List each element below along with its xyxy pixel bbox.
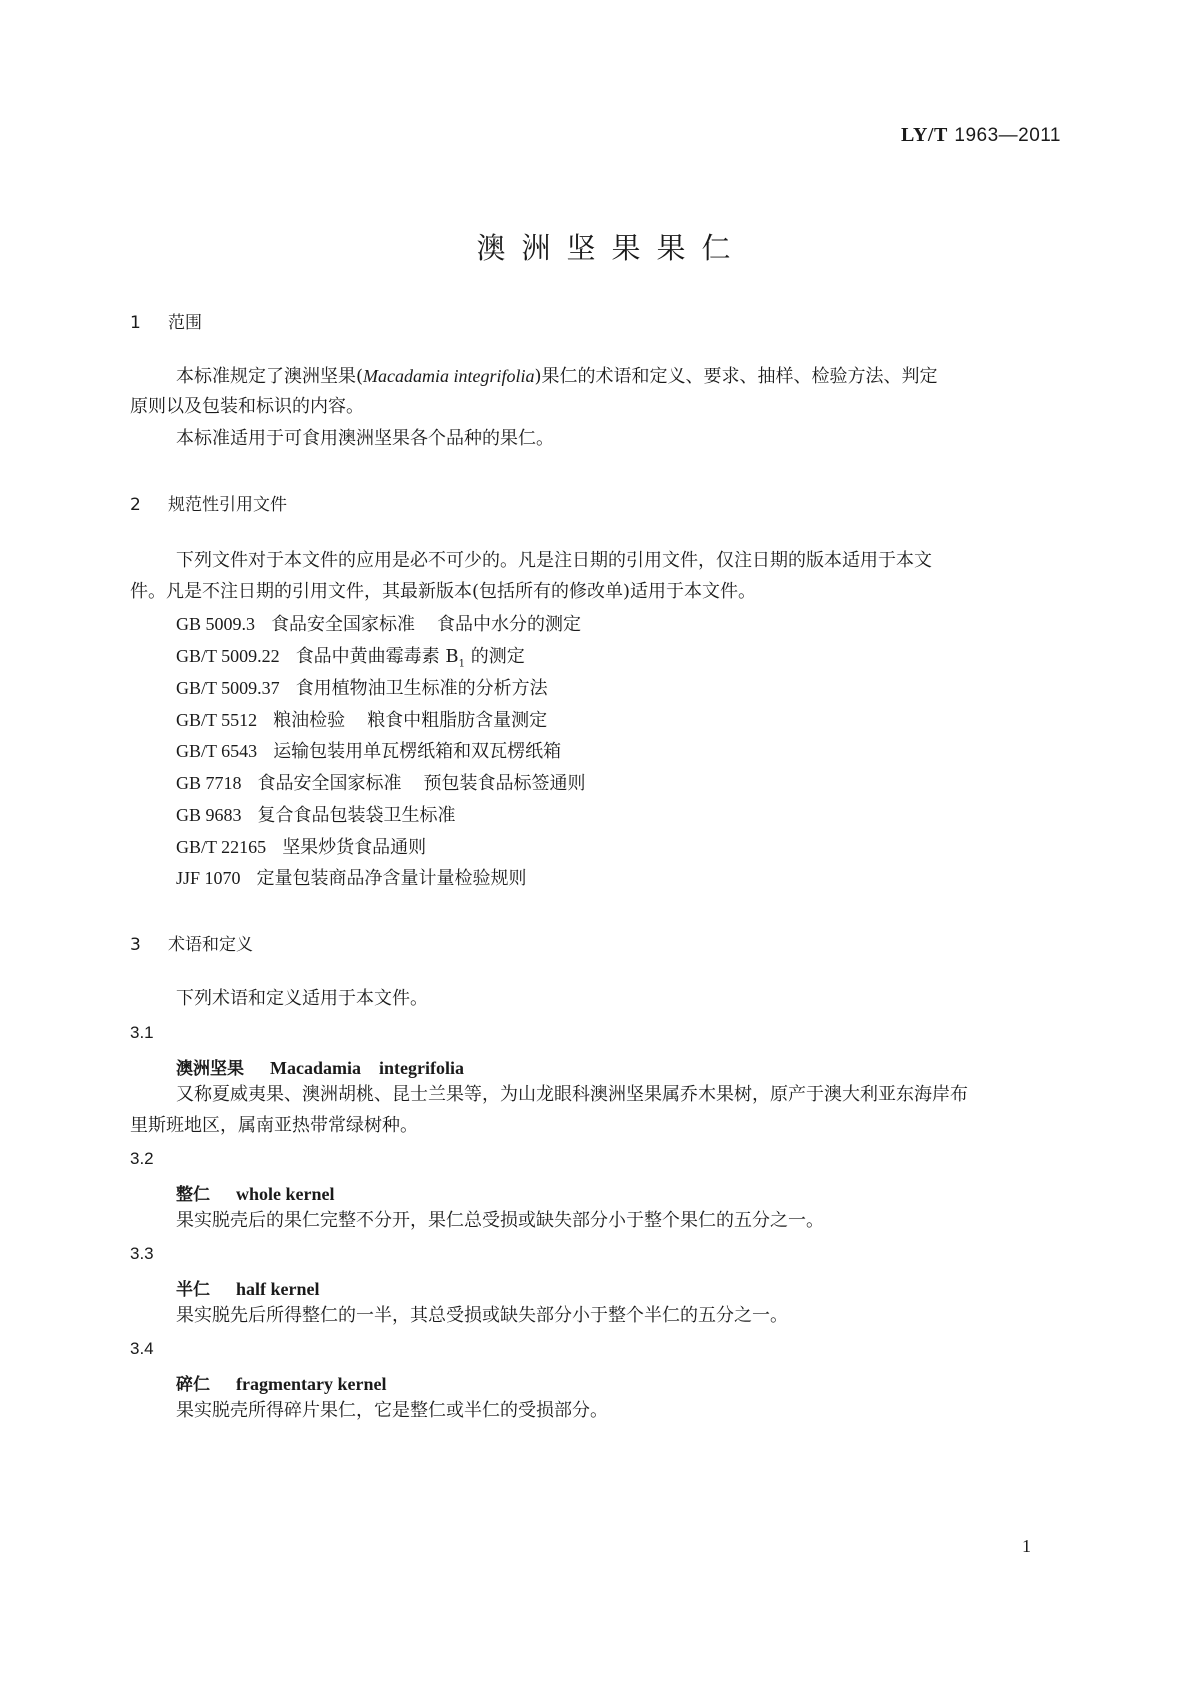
term-title: 碎仁 fragmentary kernel (176, 1374, 387, 1395)
reference-item: GB/T 5009.22 食品中黄曲霉毒素 $B_1$ 的测定 (176, 646, 525, 670)
term-number: 3.3 (130, 1244, 154, 1263)
term-number: 3.4 (130, 1339, 154, 1358)
term-title: 半仁 half kernel (176, 1279, 320, 1300)
term-title: 澳洲坚果 Macadamia integrifolia (176, 1058, 464, 1079)
reference-item: GB/T 22165 坚果炒货食品通则 (176, 837, 427, 858)
term-title: 整仁 whole kernel (176, 1184, 335, 1205)
term-definition: 果实脱壳后的果仁完整不分开，果仁总受损或缺失部分小于整个果仁的五分之一。 (176, 1210, 824, 1231)
section-1-heading: 1 范围 (130, 313, 202, 333)
section-2-heading: 2 规范性引用文件 (130, 495, 287, 515)
scope-applicability: 本标准适用于可食用澳洲坚果各个品种的果仁。 (176, 428, 554, 449)
term-definition-line2: 里斯班地区，属南亚热带常绿树种。 (130, 1115, 418, 1136)
term-definition: 又称夏威夷果、澳洲胡桃、昆士兰果等，为山龙眼科澳洲坚果属乔木果树，原产于澳大利亚东海岸布 (176, 1084, 968, 1105)
terms-intro: 下列术语和定义适用于本文件。 (176, 988, 428, 1009)
standard-code (901, 124, 1061, 147)
references-intro-line2: 件。凡是不注日期的引用文件，其最新版本(包括所有的修改单)适用于本文件。 (130, 581, 757, 602)
section-3-heading: 3 术语和定义 (130, 935, 253, 955)
standard-number: 1963—2011 (954, 125, 1061, 146)
scope-paragraph-line2: 原则以及包装和标识的内容。 (130, 396, 364, 417)
term-number: 3.1 (130, 1023, 154, 1042)
references-intro-line1: 下列文件对于本文件的应用是必不可少的。凡是注日期的引用文件，仅注日期的版本适用于本文 (176, 550, 932, 571)
document-title: 澳洲坚果果仁 (476, 231, 747, 265)
reference-item: GB 7718 食品安全国家标准 预包装食品标签通则 (176, 773, 586, 794)
term-number: 3.2 (130, 1149, 154, 1168)
term-definition: 果实脱壳所得碎片果仁，它是整仁或半仁的受损部分。 (176, 1400, 608, 1421)
reference-item: GB/T 6543 运输包装用单瓦楞纸箱和双瓦楞纸箱 (176, 741, 562, 762)
page-number: 1 (1022, 1536, 1031, 1556)
standard-prefix: LY/T (900, 124, 948, 146)
reference-item: GB 5009.3 食品安全国家标准 食品中水分的测定 (176, 614, 582, 635)
reference-item: GB 9683 复合食品包装袋卫生标准 (176, 805, 456, 826)
scope-paragraph-line1: 本标准规定了澳洲坚果(Macadamia integrifolia)果仁的术语和定义、要求、抽样、检验方法、判定 (176, 366, 938, 387)
term-definition: 果实脱先后所得整仁的一半，其总受损或缺失部分小于整个半仁的五分之一。 (176, 1305, 788, 1326)
reference-item: GB/T 5009.37 食用植物油卫生标准的分析方法 (176, 678, 548, 699)
reference-item: GB/T 5512 粮油检验 粮食中粗脂肪含量测定 (176, 710, 548, 731)
reference-item: JJF 1070 定量包装商品净含量计量检验规则 (176, 868, 527, 889)
